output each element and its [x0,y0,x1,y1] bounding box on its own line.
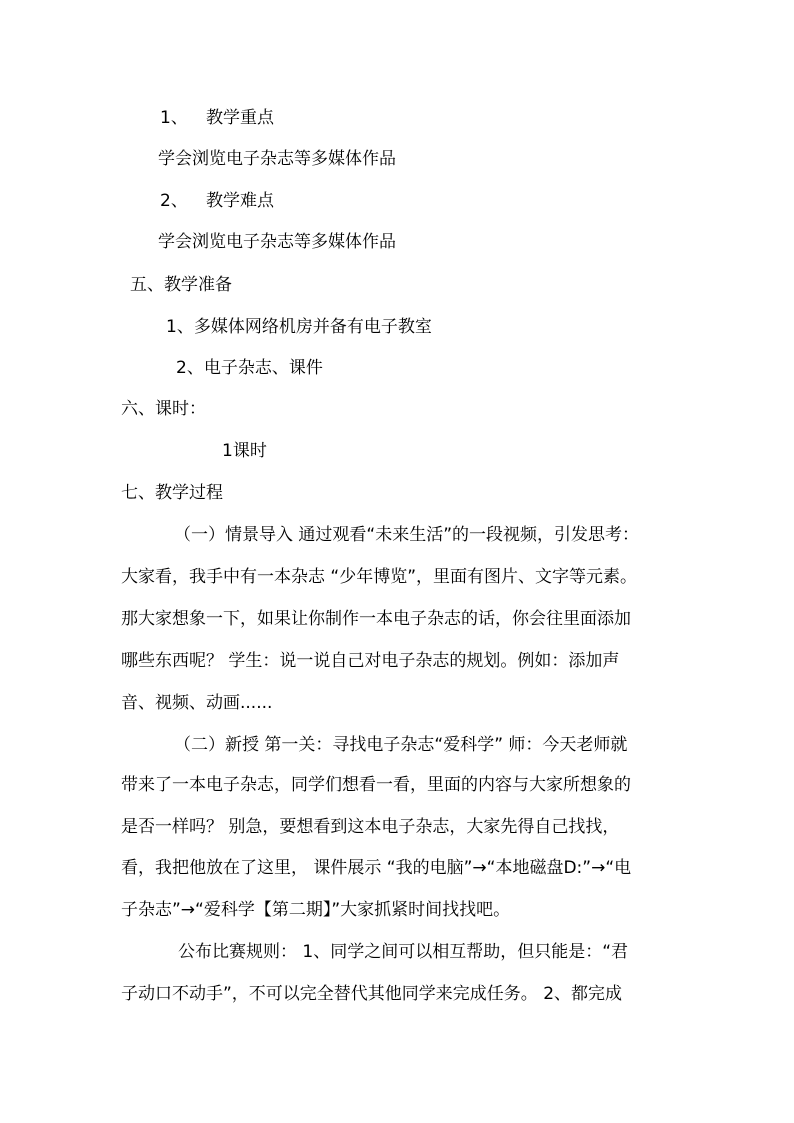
new-lesson-line: 看，我把他放在了这里， 课件展示 “我的电脑”→“本地磁盘D:”→“电 [121,858,632,878]
preparation-item-2: 2、电子杂志、课件 [176,358,323,378]
difficulty-heading-text: 教学难点 [206,191,274,211]
intro-line: 大家看，我手中有一本杂志 “少年博览”，里面有图片、文字等元素。 [121,567,638,587]
hours-heading: 六、课时： [121,399,206,419]
new-lesson-line: 子杂志”→“爱科学【第二期】”大家抓紧时间找找吧。 [121,900,511,920]
rules-line: 公布比赛规则： 1、同学之间可以相互帮助，但只能是：“君 [178,942,629,962]
intro-line: 那大家想象一下，如果让你制作一本电子杂志的话，你会往里面添加 [121,609,631,629]
intro-line: （一）情景导入 通过观看“未来生活”的一段视频，引发思考： [174,525,640,545]
preparation-heading: 五、教学准备 [130,275,232,295]
new-lesson-line: 是否一样吗？ 别急，要想看到这本电子杂志，大家先得自己找找， [121,817,620,837]
difficulty-text: 学会浏览电子杂志等多媒体作品 [158,232,396,252]
intro-line: 哪些东西呢？ 学生：说一说自己对电子杂志的规划。例如：添加声 [121,651,620,671]
focus-heading-text: 教学重点 [206,108,274,128]
focus-number: 1、 [160,108,188,128]
focus-text: 学会浏览电子杂志等多媒体作品 [158,149,396,169]
new-lesson-line: （二）新授 第一关：寻找电子杂志“爱科学” 师：今天老师就 [174,735,628,755]
rules-line: 子动口不动手”，不可以完全替代其他同学来完成任务。 2、都完成 [121,984,623,1004]
new-lesson-line: 带来了一本电子杂志，同学们想看一看，里面的内容与大家所想象的 [121,775,631,795]
preparation-item-1: 1、多媒体网络机房并备有电子教室 [166,317,432,337]
intro-line: 音、视频、动画...... [121,693,273,713]
process-heading: 七、教学过程 [121,483,223,503]
focus-heading [160,107,274,129]
difficulty-number: 2、 [160,191,188,211]
difficulty-heading [160,190,274,212]
hours-value: 1课时 [222,441,267,461]
